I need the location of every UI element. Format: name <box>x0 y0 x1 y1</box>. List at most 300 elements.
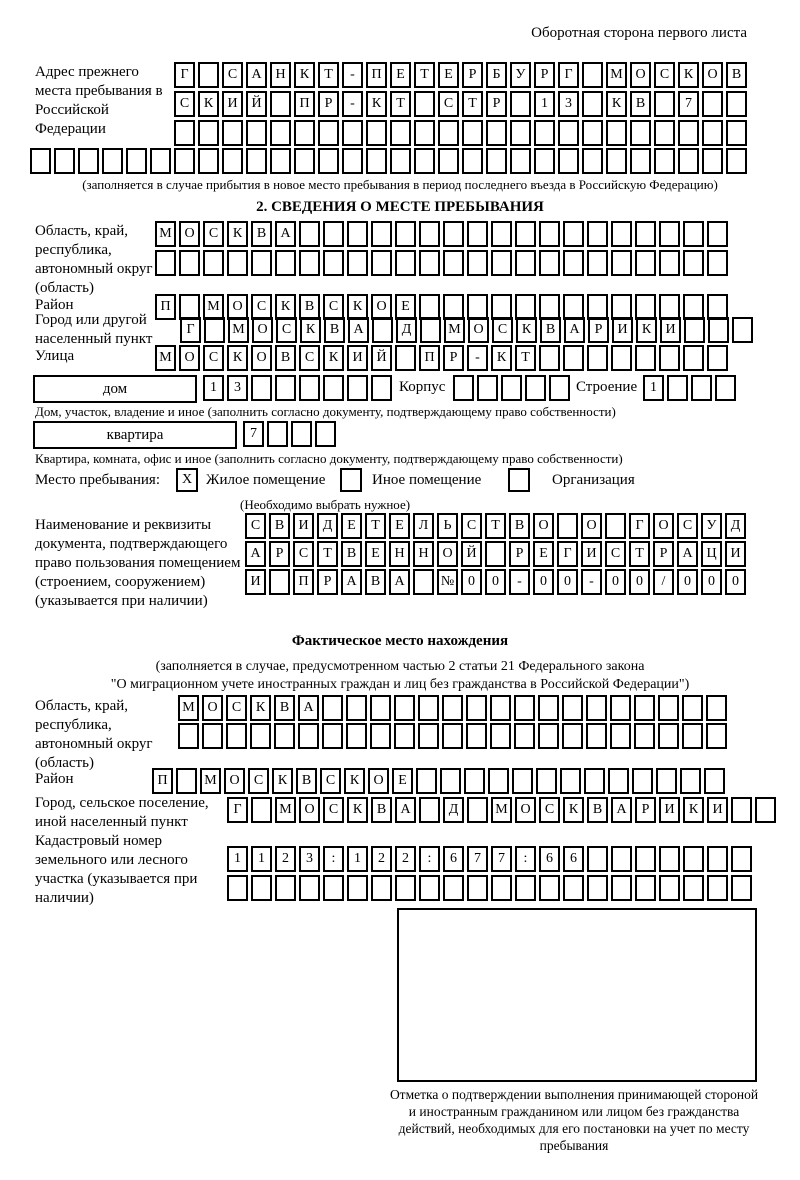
char-box[interactable] <box>179 250 200 276</box>
char-box[interactable] <box>678 148 699 174</box>
char-box[interactable] <box>706 695 727 721</box>
char-box[interactable] <box>467 797 488 823</box>
char-box[interactable] <box>659 846 680 872</box>
char-box[interactable]: : <box>323 846 344 872</box>
char-box[interactable] <box>299 375 320 401</box>
char-box[interactable]: С <box>222 62 243 88</box>
char-box[interactable] <box>659 250 680 276</box>
checkbox-residential[interactable]: X <box>176 468 198 492</box>
char-box[interactable] <box>251 797 272 823</box>
char-box[interactable] <box>395 345 416 371</box>
char-box[interactable]: П <box>419 345 440 371</box>
char-box[interactable]: В <box>324 317 345 343</box>
char-box[interactable] <box>558 120 579 146</box>
char-box[interactable]: Е <box>390 62 411 88</box>
char-box[interactable]: В <box>274 695 295 721</box>
char-box[interactable] <box>731 875 752 901</box>
char-box[interactable] <box>635 345 656 371</box>
char-box[interactable] <box>466 723 487 749</box>
char-box[interactable]: Р <box>588 317 609 343</box>
char-box[interactable]: В <box>365 569 386 595</box>
char-box[interactable] <box>414 91 435 117</box>
char-box[interactable]: Р <box>509 541 530 567</box>
char-box[interactable] <box>525 375 546 401</box>
char-box[interactable]: У <box>701 513 722 539</box>
char-box[interactable]: А <box>348 317 369 343</box>
char-box[interactable]: 0 <box>677 569 698 595</box>
char-box[interactable] <box>419 875 440 901</box>
char-box[interactable]: 7 <box>467 846 488 872</box>
char-box[interactable] <box>419 797 440 823</box>
char-box[interactable]: Й <box>246 91 267 117</box>
char-box[interactable] <box>269 569 290 595</box>
char-box[interactable]: Т <box>414 62 435 88</box>
char-box[interactable] <box>419 221 440 247</box>
char-box[interactable]: И <box>725 541 746 567</box>
char-box[interactable]: А <box>389 569 410 595</box>
char-box[interactable]: А <box>245 541 266 567</box>
char-box[interactable]: Т <box>390 91 411 117</box>
char-box[interactable]: 3 <box>299 846 320 872</box>
char-box[interactable] <box>443 221 464 247</box>
char-box[interactable] <box>371 221 392 247</box>
char-box[interactable]: О <box>202 695 223 721</box>
char-box[interactable]: М <box>155 345 176 371</box>
char-box[interactable]: А <box>564 317 585 343</box>
char-box[interactable] <box>707 345 728 371</box>
char-box[interactable]: Д <box>317 513 338 539</box>
char-box[interactable] <box>515 221 536 247</box>
char-box[interactable] <box>684 317 705 343</box>
char-box[interactable]: К <box>300 317 321 343</box>
char-box[interactable]: Г <box>227 797 248 823</box>
char-box[interactable]: С <box>251 294 272 320</box>
char-box[interactable]: 0 <box>533 569 554 595</box>
char-box[interactable]: И <box>660 317 681 343</box>
char-box[interactable]: С <box>438 91 459 117</box>
char-box[interactable] <box>691 375 712 401</box>
char-box[interactable] <box>557 513 578 539</box>
char-box[interactable] <box>562 723 583 749</box>
char-box[interactable]: Т <box>365 513 386 539</box>
char-box[interactable] <box>126 148 147 174</box>
char-box[interactable]: С <box>203 221 224 247</box>
char-box[interactable] <box>563 875 584 901</box>
char-box[interactable]: Г <box>629 513 650 539</box>
char-box[interactable] <box>366 120 387 146</box>
char-box[interactable]: Е <box>389 513 410 539</box>
char-box[interactable]: М <box>491 797 512 823</box>
char-box[interactable]: Е <box>395 294 416 320</box>
char-box[interactable]: Г <box>180 317 201 343</box>
char-box[interactable] <box>491 875 512 901</box>
char-box[interactable] <box>477 375 498 401</box>
char-box[interactable] <box>251 875 272 901</box>
char-box[interactable]: Т <box>462 91 483 117</box>
char-box[interactable] <box>491 221 512 247</box>
char-box[interactable]: В <box>587 797 608 823</box>
char-box[interactable] <box>274 723 295 749</box>
char-box[interactable] <box>395 250 416 276</box>
char-box[interactable]: - <box>581 569 602 595</box>
char-box[interactable] <box>678 120 699 146</box>
char-box[interactable] <box>635 221 656 247</box>
char-box[interactable] <box>318 148 339 174</box>
char-box[interactable] <box>275 875 296 901</box>
char-box[interactable] <box>390 148 411 174</box>
char-box[interactable] <box>275 375 296 401</box>
char-box[interactable] <box>539 875 560 901</box>
char-box[interactable]: О <box>702 62 723 88</box>
char-box[interactable] <box>726 120 747 146</box>
char-box[interactable] <box>611 250 632 276</box>
char-box[interactable]: О <box>179 345 200 371</box>
char-box[interactable]: М <box>275 797 296 823</box>
char-box[interactable] <box>440 768 461 794</box>
char-box[interactable]: Р <box>317 569 338 595</box>
char-box[interactable] <box>202 723 223 749</box>
char-box[interactable]: К <box>366 91 387 117</box>
char-box[interactable] <box>246 120 267 146</box>
char-box[interactable] <box>466 695 487 721</box>
char-box[interactable] <box>659 345 680 371</box>
char-box[interactable]: Й <box>461 541 482 567</box>
char-box[interactable] <box>635 846 656 872</box>
char-box[interactable] <box>318 120 339 146</box>
char-box[interactable]: У <box>510 62 531 88</box>
char-box[interactable]: 1 <box>347 846 368 872</box>
char-box[interactable] <box>634 723 655 749</box>
char-box[interactable] <box>227 875 248 901</box>
char-box[interactable]: О <box>227 294 248 320</box>
char-box[interactable] <box>490 695 511 721</box>
char-box[interactable] <box>704 768 725 794</box>
char-box[interactable] <box>78 148 99 174</box>
char-box[interactable]: А <box>677 541 698 567</box>
char-box[interactable]: 3 <box>227 375 248 401</box>
char-box[interactable] <box>414 120 435 146</box>
char-box[interactable]: К <box>323 345 344 371</box>
char-box[interactable]: С <box>539 797 560 823</box>
char-box[interactable] <box>667 375 688 401</box>
char-box[interactable]: № <box>437 569 458 595</box>
char-box[interactable] <box>514 695 535 721</box>
char-box[interactable]: С <box>492 317 513 343</box>
char-box[interactable] <box>682 723 703 749</box>
char-box[interactable]: С <box>605 541 626 567</box>
char-box[interactable]: М <box>444 317 465 343</box>
char-box[interactable]: К <box>563 797 584 823</box>
char-box[interactable] <box>632 768 653 794</box>
char-box[interactable]: В <box>251 221 272 247</box>
char-box[interactable] <box>394 695 415 721</box>
char-box[interactable]: 2 <box>275 846 296 872</box>
char-box[interactable] <box>298 723 319 749</box>
char-box[interactable] <box>198 62 219 88</box>
char-box[interactable]: О <box>533 513 554 539</box>
char-box[interactable]: К <box>227 221 248 247</box>
char-box[interactable] <box>534 120 555 146</box>
char-box[interactable] <box>683 221 704 247</box>
char-box[interactable] <box>510 120 531 146</box>
char-box[interactable] <box>299 221 320 247</box>
char-box[interactable]: О <box>251 345 272 371</box>
char-box[interactable] <box>582 148 603 174</box>
char-box[interactable] <box>683 875 704 901</box>
char-box[interactable]: Л <box>413 513 434 539</box>
char-box[interactable]: : <box>515 846 536 872</box>
char-box[interactable]: С <box>323 797 344 823</box>
char-box[interactable] <box>347 221 368 247</box>
char-box[interactable]: 0 <box>629 569 650 595</box>
char-box[interactable]: 1 <box>643 375 664 401</box>
char-box[interactable]: Н <box>413 541 434 567</box>
char-box[interactable] <box>611 846 632 872</box>
char-box[interactable]: И <box>347 345 368 371</box>
char-box[interactable] <box>659 221 680 247</box>
char-box[interactable]: А <box>341 569 362 595</box>
char-box[interactable]: П <box>294 91 315 117</box>
char-box[interactable] <box>491 250 512 276</box>
char-box[interactable] <box>323 221 344 247</box>
char-box[interactable]: Д <box>396 317 417 343</box>
char-box[interactable]: 3 <box>558 91 579 117</box>
char-box[interactable] <box>198 148 219 174</box>
char-box[interactable] <box>222 120 243 146</box>
char-box[interactable] <box>582 91 603 117</box>
char-box[interactable]: В <box>630 91 651 117</box>
char-box[interactable] <box>443 250 464 276</box>
char-box[interactable] <box>490 723 511 749</box>
char-box[interactable] <box>294 120 315 146</box>
char-box[interactable] <box>708 317 729 343</box>
char-box[interactable]: В <box>726 62 747 88</box>
char-box[interactable] <box>539 345 560 371</box>
char-box[interactable] <box>587 875 608 901</box>
char-box[interactable]: 1 <box>534 91 555 117</box>
char-box[interactable] <box>275 250 296 276</box>
char-box[interactable] <box>634 695 655 721</box>
char-box[interactable] <box>680 768 701 794</box>
char-box[interactable]: С <box>677 513 698 539</box>
char-box[interactable]: 6 <box>563 846 584 872</box>
char-box[interactable]: С <box>174 91 195 117</box>
char-box[interactable] <box>342 120 363 146</box>
char-box[interactable] <box>635 250 656 276</box>
char-box[interactable] <box>322 723 343 749</box>
char-box[interactable]: Б <box>486 62 507 88</box>
char-box[interactable] <box>560 768 581 794</box>
char-box[interactable] <box>610 695 631 721</box>
char-box[interactable] <box>586 695 607 721</box>
char-box[interactable]: 1 <box>203 375 224 401</box>
char-box[interactable] <box>395 221 416 247</box>
char-box[interactable] <box>418 695 439 721</box>
char-box[interactable]: И <box>222 91 243 117</box>
char-box[interactable]: Н <box>389 541 410 567</box>
char-box[interactable] <box>587 250 608 276</box>
char-box[interactable]: К <box>294 62 315 88</box>
char-box[interactable] <box>606 148 627 174</box>
char-box[interactable] <box>755 797 776 823</box>
char-box[interactable] <box>486 120 507 146</box>
char-box[interactable]: Ь <box>437 513 458 539</box>
char-box[interactable]: К <box>227 345 248 371</box>
char-box[interactable] <box>534 148 555 174</box>
char-box[interactable] <box>707 250 728 276</box>
char-box[interactable] <box>372 317 393 343</box>
char-box[interactable] <box>538 695 559 721</box>
char-box[interactable] <box>390 120 411 146</box>
char-box[interactable] <box>485 541 506 567</box>
char-box[interactable]: 0 <box>485 569 506 595</box>
char-box[interactable]: В <box>371 797 392 823</box>
char-box[interactable]: П <box>155 294 176 320</box>
char-box[interactable] <box>174 148 195 174</box>
char-box[interactable]: Т <box>317 541 338 567</box>
char-box[interactable]: В <box>275 345 296 371</box>
char-box[interactable] <box>610 723 631 749</box>
char-box[interactable] <box>538 723 559 749</box>
char-box[interactable] <box>563 250 584 276</box>
char-box[interactable] <box>416 768 437 794</box>
char-box[interactable]: О <box>581 513 602 539</box>
char-box[interactable] <box>251 250 272 276</box>
checkbox-organization[interactable] <box>508 468 530 492</box>
char-box[interactable] <box>227 250 248 276</box>
char-box[interactable]: М <box>178 695 199 721</box>
char-box[interactable]: Г <box>557 541 578 567</box>
char-box[interactable]: Д <box>725 513 746 539</box>
char-box[interactable] <box>654 148 675 174</box>
char-box[interactable]: М <box>200 768 221 794</box>
char-box[interactable] <box>467 250 488 276</box>
char-box[interactable] <box>371 250 392 276</box>
char-box[interactable]: Р <box>462 62 483 88</box>
char-box[interactable] <box>370 723 391 749</box>
char-box[interactable] <box>462 148 483 174</box>
char-box[interactable] <box>442 723 463 749</box>
char-box[interactable] <box>707 846 728 872</box>
char-box[interactable]: Й <box>371 345 392 371</box>
char-box[interactable] <box>203 250 224 276</box>
char-box[interactable] <box>558 148 579 174</box>
char-box[interactable]: М <box>606 62 627 88</box>
char-box[interactable]: И <box>293 513 314 539</box>
char-box[interactable] <box>346 723 367 749</box>
char-box[interactable] <box>654 120 675 146</box>
char-box[interactable]: К <box>250 695 271 721</box>
char-box[interactable] <box>176 768 197 794</box>
char-box[interactable]: А <box>395 797 416 823</box>
char-box[interactable] <box>539 250 560 276</box>
char-box[interactable] <box>683 345 704 371</box>
char-box[interactable] <box>702 91 723 117</box>
char-box[interactable]: В <box>299 294 320 320</box>
char-box[interactable]: К <box>606 91 627 117</box>
char-box[interactable] <box>150 148 171 174</box>
char-box[interactable]: 7 <box>491 846 512 872</box>
char-box[interactable] <box>270 91 291 117</box>
char-box[interactable]: И <box>245 569 266 595</box>
char-box[interactable]: К <box>636 317 657 343</box>
char-box[interactable]: А <box>275 221 296 247</box>
char-box[interactable]: В <box>341 541 362 567</box>
char-box[interactable] <box>371 875 392 901</box>
char-box[interactable]: О <box>468 317 489 343</box>
char-box[interactable] <box>246 148 267 174</box>
char-box[interactable] <box>347 375 368 401</box>
char-box[interactable] <box>611 345 632 371</box>
char-box[interactable]: Р <box>635 797 656 823</box>
char-box[interactable] <box>366 148 387 174</box>
char-box[interactable] <box>635 875 656 901</box>
char-box[interactable] <box>539 221 560 247</box>
char-box[interactable] <box>512 768 533 794</box>
char-box[interactable]: 6 <box>443 846 464 872</box>
char-box[interactable] <box>562 695 583 721</box>
char-box[interactable] <box>515 250 536 276</box>
char-box[interactable]: К <box>491 345 512 371</box>
char-box[interactable]: А <box>611 797 632 823</box>
char-box[interactable] <box>587 221 608 247</box>
char-box[interactable]: П <box>293 569 314 595</box>
char-box[interactable]: Ц <box>701 541 722 567</box>
char-box[interactable]: С <box>248 768 269 794</box>
char-box[interactable]: П <box>366 62 387 88</box>
char-box[interactable] <box>251 375 272 401</box>
char-box[interactable] <box>291 421 312 447</box>
char-box[interactable]: - <box>509 569 530 595</box>
char-box[interactable] <box>584 768 605 794</box>
char-box[interactable] <box>394 723 415 749</box>
char-box[interactable] <box>582 62 603 88</box>
char-box[interactable] <box>586 723 607 749</box>
char-box[interactable]: О <box>252 317 273 343</box>
char-box[interactable]: К <box>347 797 368 823</box>
char-box[interactable]: А <box>298 695 319 721</box>
char-box[interactable]: О <box>371 294 392 320</box>
char-box[interactable]: С <box>299 345 320 371</box>
char-box[interactable] <box>250 723 271 749</box>
char-box[interactable] <box>294 148 315 174</box>
char-box[interactable] <box>462 120 483 146</box>
char-box[interactable] <box>682 695 703 721</box>
char-box[interactable]: К <box>272 768 293 794</box>
char-box[interactable] <box>102 148 123 174</box>
char-box[interactable]: С <box>293 541 314 567</box>
char-box[interactable] <box>315 421 336 447</box>
char-box[interactable] <box>371 375 392 401</box>
char-box[interactable] <box>501 375 522 401</box>
char-box[interactable]: - <box>467 345 488 371</box>
char-box[interactable]: К <box>275 294 296 320</box>
char-box[interactable]: 0 <box>701 569 722 595</box>
char-box[interactable]: О <box>179 221 200 247</box>
char-box[interactable]: С <box>654 62 675 88</box>
char-box[interactable] <box>702 148 723 174</box>
char-box[interactable] <box>370 695 391 721</box>
char-box[interactable] <box>702 120 723 146</box>
char-box[interactable]: Р <box>269 541 290 567</box>
char-box[interactable] <box>222 148 243 174</box>
char-box[interactable]: О <box>630 62 651 88</box>
char-box[interactable] <box>467 875 488 901</box>
char-box[interactable] <box>656 768 677 794</box>
char-box[interactable] <box>587 345 608 371</box>
char-box[interactable] <box>731 797 752 823</box>
char-box[interactable] <box>510 91 531 117</box>
